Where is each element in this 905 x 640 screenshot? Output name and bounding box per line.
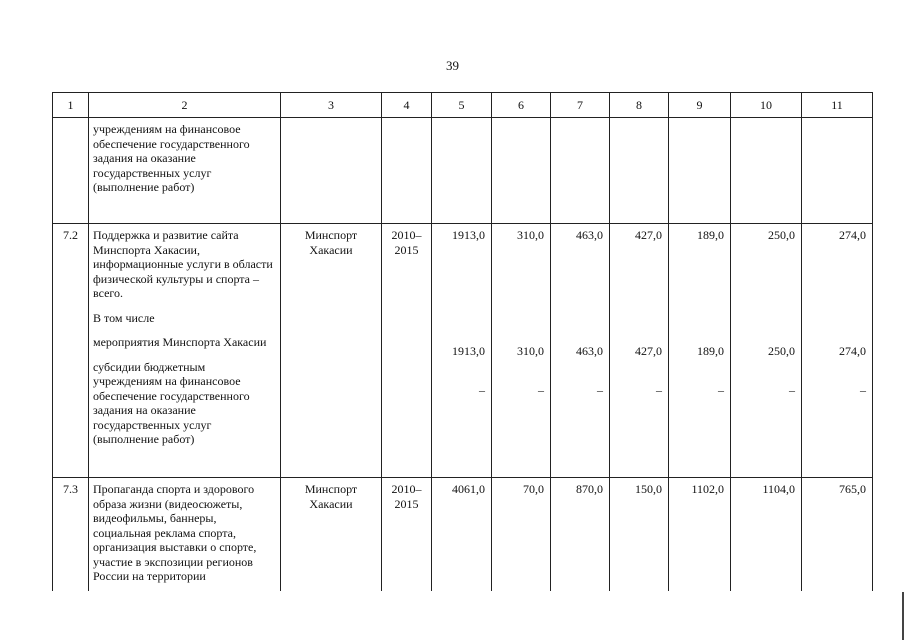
row-number-cell <box>53 118 89 224</box>
table-row <box>53 478 873 591</box>
column-header: 8 <box>610 93 669 118</box>
sub-value: 250,0 <box>768 343 795 358</box>
period-cell <box>382 224 432 478</box>
sub-value: 274,0 <box>839 343 866 358</box>
value-cell <box>610 478 669 591</box>
value-cell <box>669 478 731 591</box>
total-value: 870,0 <box>576 482 603 496</box>
value-cell <box>492 224 551 478</box>
total-value: 765,0 <box>839 482 866 496</box>
column-header: 2 <box>89 93 281 118</box>
total-value: 463,0 <box>576 228 603 242</box>
sub-value: – <box>479 383 485 397</box>
value-cell <box>492 118 551 224</box>
page-number: 39 <box>446 58 459 73</box>
total-value: 274,0 <box>839 228 866 242</box>
row-number: 7.2 <box>63 228 78 242</box>
value-cell <box>802 478 873 591</box>
row-number: 7.3 <box>63 482 78 496</box>
executor-text: Минспорт Хакасии <box>304 482 358 511</box>
value-cell <box>551 224 610 478</box>
value-cell <box>432 118 492 224</box>
column-header: 7 <box>551 93 610 118</box>
sub-value: – <box>718 383 724 397</box>
column-header: 9 <box>669 93 731 118</box>
value-cell <box>610 118 669 224</box>
value-cell <box>492 478 551 591</box>
description-cell <box>89 224 281 478</box>
column-header: 10 <box>731 93 802 118</box>
value-cell <box>610 224 669 478</box>
sub-value: 1913,0 <box>452 343 485 358</box>
column-header: 5 <box>432 93 492 118</box>
value-cell <box>802 118 873 224</box>
description-text: Пропаганда спорта и здорового образа жизни (видеосюжеты, видеофильмы, баннеры, социальная реклама спорта, организация выставки о спорте, участие в экспозиции регионов России на территории <box>93 482 257 583</box>
value-cell <box>731 478 802 591</box>
column-header: 11 <box>802 93 873 118</box>
sub-label: В том числе <box>93 310 155 325</box>
description-text: учреждениям на финансовое обеспечение государственного задания на оказание государственных услуг (выполнение работ) <box>93 122 250 194</box>
period-cell <box>382 478 432 591</box>
sub-value: 463,0 <box>576 343 603 358</box>
description-cell <box>89 118 281 224</box>
sub-value: 310,0 <box>517 343 544 358</box>
total-value: 4061,0 <box>452 482 485 496</box>
value-cell <box>551 478 610 591</box>
period-text: 2010–2015 <box>391 482 422 511</box>
period-cell <box>382 118 432 224</box>
table-row <box>53 224 873 478</box>
total-value: 250,0 <box>768 228 795 242</box>
total-value: 427,0 <box>635 228 662 242</box>
total-value: 310,0 <box>517 228 544 242</box>
total-value: 1104,0 <box>762 482 795 496</box>
sub-item-description: мероприятия Минспорта Хакасии <box>93 335 267 349</box>
column-number-row <box>53 93 873 118</box>
executor-cell <box>281 224 382 478</box>
description-text: Поддержка и развитие сайта Минспорта Хакасии, информационные услуги в области физической культуры и спорта – всего. <box>93 228 273 300</box>
sub-value: 189,0 <box>697 343 724 358</box>
sub-value: – <box>656 383 662 397</box>
value-cell <box>802 224 873 478</box>
value-cell <box>432 478 492 591</box>
total-value: 1102,0 <box>691 482 724 496</box>
executor-cell <box>281 478 382 591</box>
sub-value: – <box>789 383 795 397</box>
column-header: 4 <box>382 93 432 118</box>
sub-value: – <box>597 383 603 397</box>
column-header: 1 <box>53 93 89 118</box>
row-number-cell <box>53 224 89 478</box>
period-text: 2010–2015 <box>391 228 422 257</box>
total-value: 189,0 <box>697 228 724 242</box>
value-cell <box>669 224 731 478</box>
scan-edge-mark <box>902 592 904 640</box>
total-value: 150,0 <box>635 482 662 496</box>
value-cell <box>731 224 802 478</box>
column-header: 3 <box>281 93 382 118</box>
column-header: 6 <box>492 93 551 118</box>
value-cell <box>432 224 492 478</box>
sub-value: 427,0 <box>635 343 662 358</box>
executor-cell <box>281 118 382 224</box>
total-value: 1913,0 <box>452 228 485 242</box>
sub-value: – <box>860 383 866 397</box>
sub-value: – <box>538 383 544 397</box>
description-cell <box>89 478 281 591</box>
table-row <box>53 118 873 224</box>
program-table <box>52 92 873 591</box>
total-value: 70,0 <box>523 482 544 496</box>
row-number-cell <box>53 478 89 591</box>
value-cell <box>669 118 731 224</box>
value-cell <box>731 118 802 224</box>
value-cell <box>551 118 610 224</box>
sub-item-description: субсидии бюджетным учреждениям на финансовое обеспечение государственного задания на оказание государственных услуг (выполнение работ) <box>93 359 250 446</box>
executor-text: Минспорт Хакасии <box>304 228 358 257</box>
